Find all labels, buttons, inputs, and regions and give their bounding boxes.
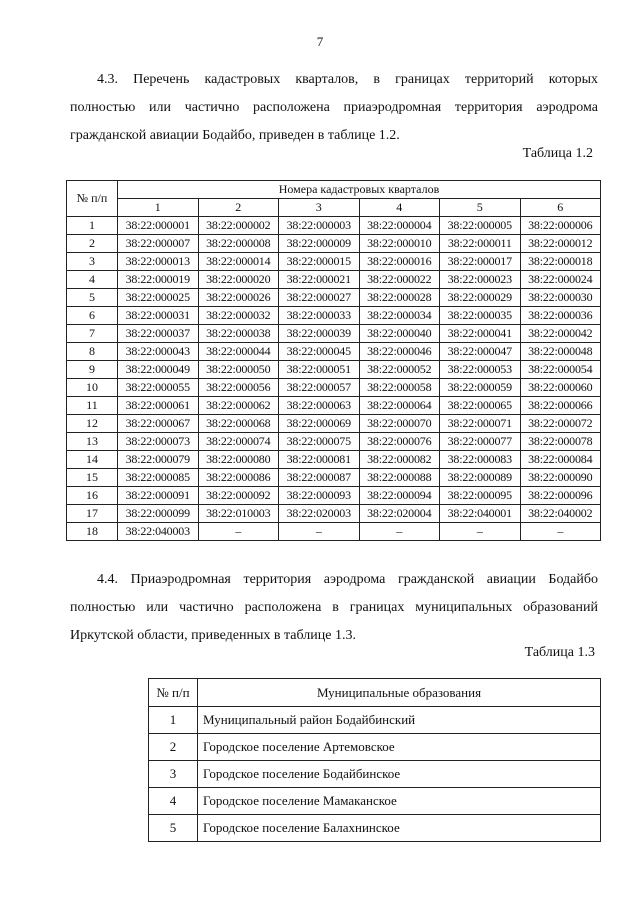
cadastral-number-cell: 38:22:000032 <box>198 307 279 325</box>
municipal-formation-name: Городское поселение Балахнинское <box>198 815 601 842</box>
cadastral-number-cell: 38:22:000038 <box>198 325 279 343</box>
table-1-2-caption: Таблица 1.2 <box>522 146 593 161</box>
column-index-header: 3 <box>279 199 360 217</box>
cadastral-number-cell: 38:22:040002 <box>520 505 601 523</box>
cadastral-number-cell: 38:22:040003 <box>118 523 199 541</box>
table-row <box>67 343 601 361</box>
cadastral-number-cell: 38:22:000051 <box>279 361 360 379</box>
table-row <box>67 523 601 541</box>
cadastral-number-cell: – <box>520 523 601 541</box>
row-number: 5 <box>149 815 198 842</box>
cadastral-number-cell: 38:22:000041 <box>440 325 521 343</box>
cadastral-number-cell: 38:22:000096 <box>520 487 601 505</box>
table-row <box>67 505 601 523</box>
cadastral-number-cell: 38:22:000095 <box>440 487 521 505</box>
cadastral-number-cell: 38:22:000048 <box>520 343 601 361</box>
cadastral-number-cell: 38:22:000073 <box>118 433 199 451</box>
cadastral-number-cell: 38:22:000054 <box>520 361 601 379</box>
row-number: 16 <box>67 487 118 505</box>
cadastral-number-cell: 38:22:000059 <box>440 379 521 397</box>
column-index-header: 2 <box>198 199 279 217</box>
table-row <box>67 289 601 307</box>
municipal-formation-name: Муниципальный район Бодайбинский <box>198 707 601 734</box>
row-number: 13 <box>67 433 118 451</box>
cadastral-number-cell: 38:22:000093 <box>279 487 360 505</box>
cadastral-number-cell: – <box>359 523 440 541</box>
row-number: 1 <box>67 217 118 235</box>
row-number: 8 <box>67 343 118 361</box>
cadastral-number-cell: 38:22:000049 <box>118 361 199 379</box>
cadastral-number-cell: 38:22:000044 <box>198 343 279 361</box>
cadastral-number-cell: 38:22:000089 <box>440 469 521 487</box>
cadastral-number-cell: 38:22:000015 <box>279 253 360 271</box>
row-number: 18 <box>67 523 118 541</box>
cadastral-number-cell: 38:22:000053 <box>440 361 521 379</box>
cadastral-number-cell: 38:22:000016 <box>359 253 440 271</box>
paragraph-line: полностью или частично расположена в границах муниципальных образований <box>70 600 598 615</box>
col-name-header: Муниципальные образования <box>198 679 601 707</box>
cadastral-number-cell: 38:22:000022 <box>359 271 440 289</box>
cadastral-number-cell: 38:22:000062 <box>198 397 279 415</box>
municipal-formation-name: Городское поселение Бодайбинское <box>198 761 601 788</box>
cadastral-number-cell: 38:22:000081 <box>279 451 360 469</box>
cadastral-number-cell: 38:22:000009 <box>279 235 360 253</box>
cadastral-number-cell: 38:22:000034 <box>359 307 440 325</box>
cadastral-number-cell: 38:22:000056 <box>198 379 279 397</box>
cadastral-number-cell: – <box>279 523 360 541</box>
cadastral-number-cell: 38:22:000013 <box>118 253 199 271</box>
cadastral-number-cell: 38:22:000076 <box>359 433 440 451</box>
cadastral-number-cell: 38:22:000068 <box>198 415 279 433</box>
table-row <box>67 217 601 235</box>
cadastral-number-cell: 38:22:000036 <box>520 307 601 325</box>
paragraph-line: Иркутской области, приведенных в таблице 1.3. <box>70 628 356 643</box>
row-number: 2 <box>149 734 198 761</box>
table-row <box>149 788 601 815</box>
cadastral-number-cell: 38:22:000060 <box>520 379 601 397</box>
cadastral-number-cell: 38:22:000078 <box>520 433 601 451</box>
cadastral-number-cell: 38:22:000037 <box>118 325 199 343</box>
cadastral-number-cell: 38:22:000012 <box>520 235 601 253</box>
table-row <box>67 361 601 379</box>
cadastral-number-cell: 38:22:000055 <box>118 379 199 397</box>
cadastral-number-cell: 38:22:000075 <box>279 433 360 451</box>
section-4-4-paragraph <box>70 566 598 650</box>
cadastral-number-cell: 38:22:000021 <box>279 271 360 289</box>
cadastral-number-cell: 38:22:000074 <box>198 433 279 451</box>
cadastral-number-cell: 38:22:000008 <box>198 235 279 253</box>
cadastral-number-cell: 38:22:000001 <box>118 217 199 235</box>
paragraph-line: полностью или частично расположена приаэродромная территория аэродрома <box>70 100 598 115</box>
table-1-3-caption: Таблица 1.3 <box>524 645 595 660</box>
row-number: 5 <box>67 289 118 307</box>
cadastral-number-cell: 38:22:000052 <box>359 361 440 379</box>
table-row <box>67 271 601 289</box>
cadastral-number-cell: 38:22:020004 <box>359 505 440 523</box>
cadastral-number-cell: 38:22:000039 <box>279 325 360 343</box>
cadastral-number-cell: 38:22:000010 <box>359 235 440 253</box>
cadastral-number-cell: 38:22:000005 <box>440 217 521 235</box>
cadastral-number-cell: 38:22:000091 <box>118 487 199 505</box>
cadastral-number-cell: 38:22:010003 <box>198 505 279 523</box>
paragraph-line: гражданской авиации Бодайбо, приведен в таблице 1.2. <box>70 128 400 143</box>
cadastral-number-cell: 38:22:000043 <box>118 343 199 361</box>
table-row <box>67 253 601 271</box>
cadastral-number-cell: 38:22:000050 <box>198 361 279 379</box>
cadastral-number-cell: 38:22:000046 <box>359 343 440 361</box>
table-row <box>67 379 601 397</box>
col-number-header: № п/п <box>67 181 118 217</box>
cadastral-number-cell: 38:22:000067 <box>118 415 199 433</box>
cadastral-number-cell: 38:22:000033 <box>279 307 360 325</box>
table-row <box>67 235 601 253</box>
table-row <box>149 734 601 761</box>
cadastral-number-cell: 38:22:000023 <box>440 271 521 289</box>
row-number: 10 <box>67 379 118 397</box>
municipal-formations-table <box>148 678 601 842</box>
cadastral-number-cell: 38:22:000090 <box>520 469 601 487</box>
cadastral-number-cell: 38:22:000017 <box>440 253 521 271</box>
cadastral-number-cell: 38:22:000083 <box>440 451 521 469</box>
cadastral-quarters-table <box>66 180 601 541</box>
cadastral-number-cell: 38:22:000061 <box>118 397 199 415</box>
table-row <box>149 815 601 842</box>
row-number: 17 <box>67 505 118 523</box>
cadastral-number-cell: 38:22:000066 <box>520 397 601 415</box>
cadastral-number-cell: 38:22:000057 <box>279 379 360 397</box>
table-row <box>67 451 601 469</box>
col-number-header: № п/п <box>149 679 198 707</box>
cadastral-number-cell: 38:22:000045 <box>279 343 360 361</box>
column-index-header: 5 <box>440 199 521 217</box>
cadastral-number-cell: 38:22:000077 <box>440 433 521 451</box>
cadastral-number-cell: 38:22:000019 <box>118 271 199 289</box>
municipal-table-body <box>149 707 601 842</box>
cadastral-number-cell: 38:22:000092 <box>198 487 279 505</box>
cadastral-number-cell: 38:22:000064 <box>359 397 440 415</box>
column-index-row <box>67 199 601 217</box>
cadastral-number-cell: 38:22:000006 <box>520 217 601 235</box>
municipal-formation-name: Городское поселение Мамаканское <box>198 788 601 815</box>
row-number: 4 <box>67 271 118 289</box>
table-row <box>67 487 601 505</box>
cadastral-number-cell: 38:22:000040 <box>359 325 440 343</box>
page-number: 7 <box>316 34 324 49</box>
cadastral-number-cell: 38:22:000088 <box>359 469 440 487</box>
cadastral-number-cell: 38:22:000030 <box>520 289 601 307</box>
cadastral-number-cell: 38:22:020003 <box>279 505 360 523</box>
row-number: 2 <box>67 235 118 253</box>
cadastral-number-cell: 38:22:000071 <box>440 415 521 433</box>
cadastral-number-cell: 38:22:000094 <box>359 487 440 505</box>
cadastral-number-cell: 38:22:000070 <box>359 415 440 433</box>
section-4-3-paragraph <box>70 66 598 150</box>
cadastral-number-cell: 38:22:000026 <box>198 289 279 307</box>
cadastral-number-cell: 38:22:000042 <box>520 325 601 343</box>
cadastral-number-cell: 38:22:000058 <box>359 379 440 397</box>
municipal-formation-name: Городское поселение Артемовское <box>198 734 601 761</box>
column-index-header: 1 <box>118 199 199 217</box>
row-number: 11 <box>67 397 118 415</box>
table-row <box>67 307 601 325</box>
cadastral-table-body <box>67 217 601 541</box>
cadastral-number-cell: 38:22:000085 <box>118 469 199 487</box>
cadastral-number-cell: 38:22:040001 <box>440 505 521 523</box>
column-index-header: 6 <box>520 199 601 217</box>
cadastral-number-cell: 38:22:000029 <box>440 289 521 307</box>
row-number: 1 <box>149 707 198 734</box>
table-row <box>67 469 601 487</box>
cadastral-number-cell: 38:22:000027 <box>279 289 360 307</box>
cadastral-number-cell: 38:22:000099 <box>118 505 199 523</box>
cadastral-number-cell: 38:22:000024 <box>520 271 601 289</box>
cadastral-number-cell: 38:22:000084 <box>520 451 601 469</box>
row-number: 9 <box>67 361 118 379</box>
row-number: 3 <box>67 253 118 271</box>
row-number: 3 <box>149 761 198 788</box>
cadastral-number-cell: 38:22:000079 <box>118 451 199 469</box>
cadastral-number-cell: 38:22:000063 <box>279 397 360 415</box>
cadastral-number-cell: – <box>440 523 521 541</box>
table-row <box>67 415 601 433</box>
column-index-header: 4 <box>359 199 440 217</box>
cadastral-number-cell: 38:22:000018 <box>520 253 601 271</box>
table-row <box>67 325 601 343</box>
cadastral-number-cell: 38:22:000031 <box>118 307 199 325</box>
cadastral-number-cell: 38:22:000082 <box>359 451 440 469</box>
cadastral-number-cell: 38:22:000065 <box>440 397 521 415</box>
table-row <box>149 761 601 788</box>
paragraph-line: 4.3. Перечень кадастровых кварталов, в границах территорий которых <box>97 72 598 87</box>
row-number: 4 <box>149 788 198 815</box>
cadastral-number-cell: 38:22:000014 <box>198 253 279 271</box>
cadastral-number-cell: 38:22:000069 <box>279 415 360 433</box>
cadastral-number-cell: 38:22:000087 <box>279 469 360 487</box>
table-row <box>67 433 601 451</box>
table-row <box>67 397 601 415</box>
cadastral-number-cell: 38:22:000003 <box>279 217 360 235</box>
cadastral-number-cell: 38:22:000007 <box>118 235 199 253</box>
cadastral-number-cell: 38:22:000002 <box>198 217 279 235</box>
row-number: 6 <box>67 307 118 325</box>
paragraph-line: 4.4. Приаэродромная территория аэродрома гражданской авиации Бодайбо <box>97 572 598 587</box>
cadastral-number-cell: 38:22:000047 <box>440 343 521 361</box>
row-number: 12 <box>67 415 118 433</box>
cadastral-number-cell: 38:22:000086 <box>198 469 279 487</box>
cadastral-number-cell: 38:22:000072 <box>520 415 601 433</box>
group-header: Номера кадастровых кварталов <box>118 181 601 199</box>
cadastral-number-cell: 38:22:000035 <box>440 307 521 325</box>
cadastral-number-cell: 38:22:000080 <box>198 451 279 469</box>
cadastral-number-cell: 38:22:000025 <box>118 289 199 307</box>
cadastral-number-cell: 38:22:000028 <box>359 289 440 307</box>
row-number: 14 <box>67 451 118 469</box>
cadastral-number-cell: 38:22:000011 <box>440 235 521 253</box>
row-number: 7 <box>67 325 118 343</box>
cadastral-number-cell: – <box>198 523 279 541</box>
row-number: 15 <box>67 469 118 487</box>
table-row <box>149 707 601 734</box>
cadastral-number-cell: 38:22:000020 <box>198 271 279 289</box>
cadastral-number-cell: 38:22:000004 <box>359 217 440 235</box>
